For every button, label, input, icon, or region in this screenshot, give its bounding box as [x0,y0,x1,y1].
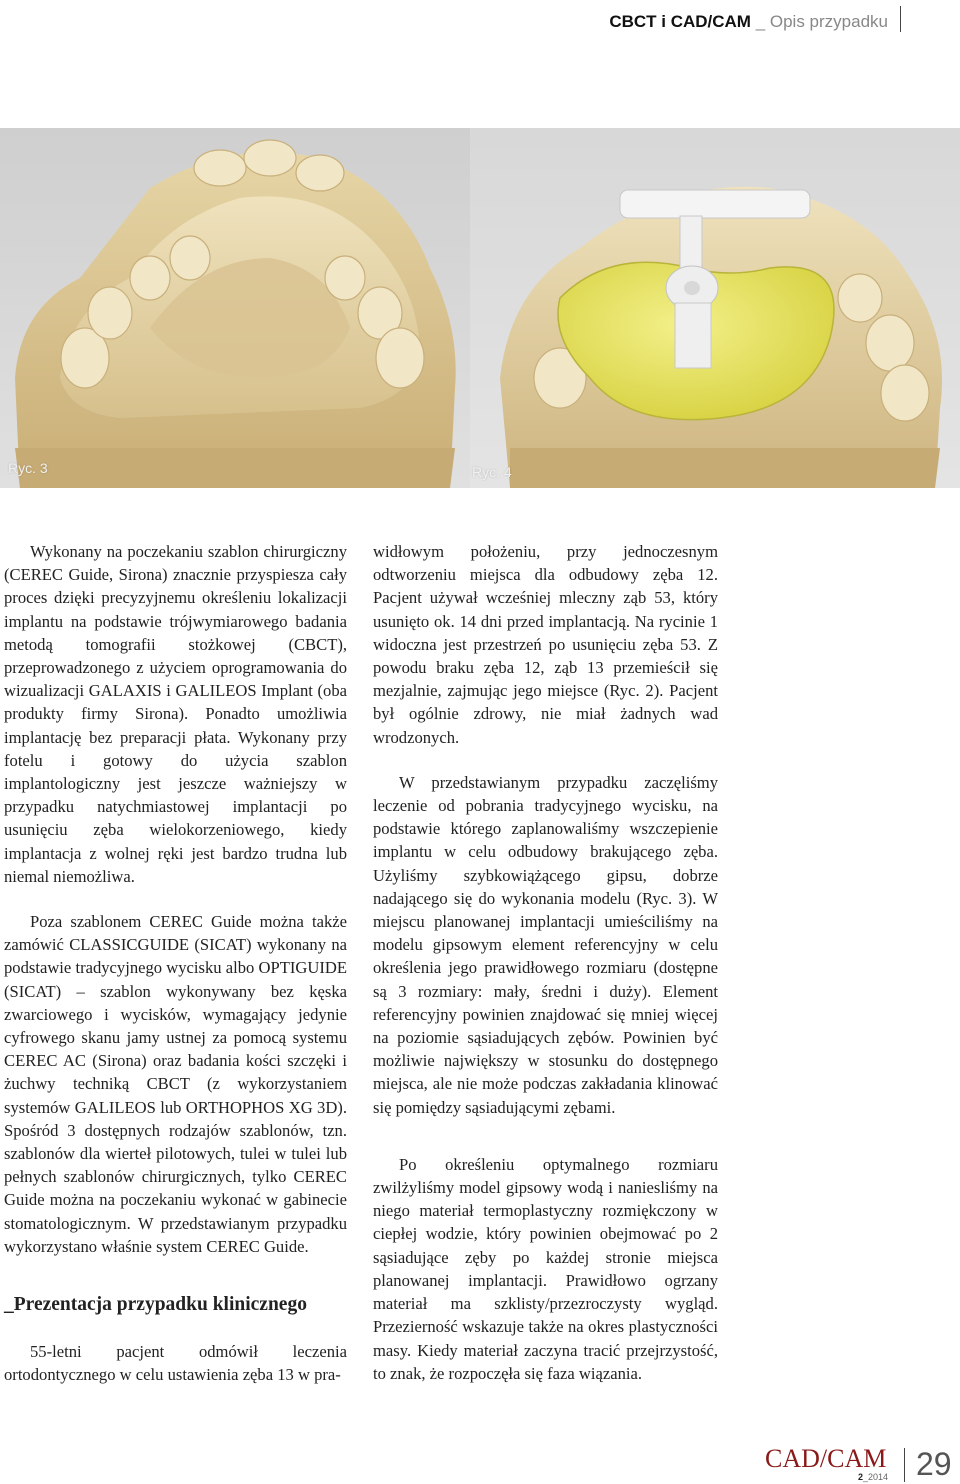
text-column-right [373,540,718,1385]
header-title-sep: _ [750,12,770,31]
dental-plaster-model-icon [0,128,470,488]
photo-panel [0,128,960,488]
header-divider [900,6,901,32]
footer-brand: CAD/CAM [765,1444,887,1473]
figure-4-photo [470,128,960,488]
paragraph: Poza szablonem CEREC Guide można także zamówić CLASSICGUIDE (SICAT) wykonany na podstawie tradycyjnego wycisku albo OPTIGUIDE (SICAT) – szablon wykonywany bez kęska zwarciowego i wycisków, wymagający jedynie cyfrowego skanu jamy ustnej za pomocą systemu CEREC AC (Sirona) oraz badania kości szczęki i żuchwy techniką CBCT (z wykorzystaniem systemów GALILEOS lub ORTHOPHOS XG 3D). Spośród 3 dostępnych rodzajów szablonów, tzn. szablonów dla wierteł pilotowych, tulei w tulei lub pełnych szablonów chirurgicznych, tylko CEREC Guide można na poczekaniu wykonać w gabinecie stomatologicznym. W przedstawianym przypadku wykorzystano właśnie system CEREC Guide. [4,912,347,1256]
running-header [609,12,888,34]
paragraph: widłowym położeniu, przy jednoczesnym odtworzeniu miejsca dla odbudowy zęba 12. Pacjent używał wcześniej mleczny ząb 53, który usunięto ok. 14 dni przed implantacją. Na rycinie 1 widoczna jest przestrzeń po usunięciu zęba 53. Z powodu braku zęba 12, ząb 13 przemieścił się mezjalnie, zajmując jego miejsce (Ryc. 2). Pacjent był ogólnie zdrowy, nie miał żadnych wad wrodzonych. [373,542,718,747]
paragraph: Po określeniu optymalnego rozmiaru zwilżyliśmy model gipsowy wodą i naniesliśmy na niego materiał termoplastyczny rozmiękczony w ciepłej wodzie, który powinien obejmować po 2 sąsiadujące zęby po każdej stronie miejsca planowanej implantacji. Prawidłowo ogrzany materiał ma szklisty/przezroczysty wygląd. Przezierność wskazuje także na okres plastyczności masy. Kiedy materiał zaczyna tracić przejrzystość, to znak, że rozpoczęła się faza wiązania. [373,1154,718,1383]
paragraph: W przedstawianym przypadku zaczęliśmy leczenie od pobrania tradycyjnego wycisku, na podstawie którego zaplanowaliśmy wszczepienie implantu w celu odbudowy brakującego zęba. Użyliśmy szybkowiążącego gipsu, dobrze nadającego się do wykonania modelu (Ryc. 3). W miejscu planowanej implantacji umieściliśmy na modelu gipsowym element referencyjny w celu określenia jego prawidłowego rozmiaru (dostępne są 3 rozmiary: mały, średni i duży). Element referencyjny powinien znajdować się mniej więcej na poziomie sąsiadujących zębów. Powinien być możliwie największy w stosunku do dostępnego miejsca, ale nie może podczas zakładania klinować się pomiędzy sąsiadującymi zębami. [373,772,718,1117]
page-number: 29 [916,1446,952,1482]
paragraph: Wykonany na poczekaniu szablon chirurgiczny (CEREC Guide, Sirona) znacznie przyspiesza cały proces dzięki precyzyjnemu określeniu lokalizacji implantu na podstawie trójwymiarowego badania metodą tomografii stożkowej (CBCT), przeprowadzonego z użyciem oprogramowania do wizualizacji GALAXIS i GALILEOS Implant (oba produkty firmy Sirona). Ponadto umożliwia implantację bez preparacji płata. Wykonany przy fotelu i gotowy do użycia szablon implantologiczny jest jeszcze ważniejszy w przypadku natychmiastowej implantacji po usunięciu zęba wielokorzeniowego, kiedy implantacja z wolnej ręki jest bardzo trudna lub niemal niemożliwa. [4,542,347,886]
footer-issue [858,1472,888,1482]
figure-4-label: Ryc. 4 [472,464,512,480]
paragraph: 55-letni pacjent odmówił leczenia ortodontycznego w celu ustawienia zęba 13 w pra- [4,1342,347,1385]
footer-divider [904,1448,905,1482]
issue-year: _2014 [863,1472,889,1482]
header-title-bold: CBCT i CAD/CAM [609,12,751,31]
figure-3-label: Ryc. 3 [8,460,48,476]
text-column-left [4,540,347,1387]
issue-number: 2 [858,1472,864,1482]
figure-3-photo [0,128,470,488]
section-title: _Prezentacja przypadku klinicznego [4,1294,307,1316]
dental-model-with-reference-element-icon [470,128,960,488]
header-title-light: Opis przypadku [769,12,888,31]
